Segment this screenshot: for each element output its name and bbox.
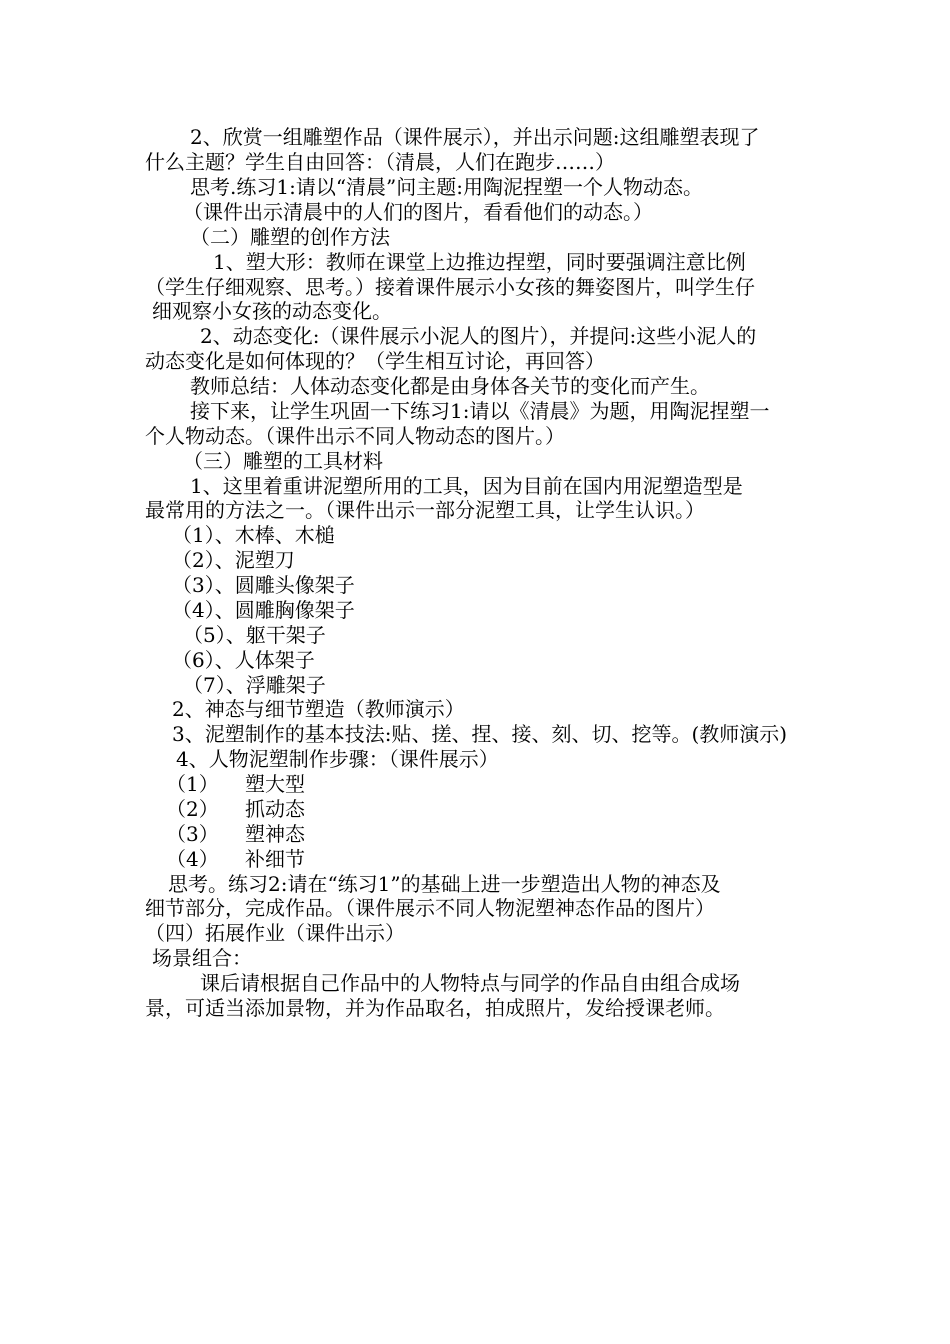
paragraph-line: 最常用的方法之一。（课件出示一部分泥塑工具，让学生认识。）: [145, 498, 705, 522]
paragraph-line: 细观察小女孩的动态变化。: [152, 299, 392, 323]
paragraph-line: 思考。练习2:请在“练习1”的基础上进一步塑造出人物的神态及: [168, 872, 721, 896]
list-item: （1）、木棒、木槌: [172, 523, 335, 547]
paragraph-line: （学生仔细观察、思考。）接着课件展示小女孩的舞姿图片，叫学生仔: [145, 275, 755, 299]
paragraph-line: 3、泥塑制作的基本技法:贴、搓、捏、接、刻、切、挖等。(教师演示): [172, 722, 788, 746]
paragraph-line: 2、欣赏一组雕塑作品（课件展示），并出示问题:这组雕塑表现了: [190, 125, 760, 149]
list-item: （3）、圆雕头像架子: [172, 573, 355, 597]
paragraph-line: 个人物动态。（课件出示不同人物动态的图片。）: [145, 424, 565, 448]
paragraph-line: 1、这里着重讲泥塑所用的工具，因为目前在国内用泥塑造型是: [190, 474, 743, 498]
paragraph-line: 课后请根据自己作品中的人物特点与同学的作品自由组合成场: [200, 971, 740, 995]
section-heading: （四）拓展作业（课件出示）: [145, 921, 405, 945]
step-number: （1）: [166, 772, 219, 796]
paragraph-line: 动态变化是如何体现的？（学生相互讨论，再回答）: [145, 349, 605, 373]
paragraph-line: 细节部分，完成作品。（课件展示不同人物泥塑神态作品的图片）: [145, 896, 715, 920]
section-heading: （二）雕塑的创作方法: [190, 225, 390, 249]
paragraph-line: 教师总结：人体动态变化都是由身体各关节的变化而产生。: [190, 374, 710, 398]
list-item: （7）、浮雕架子: [183, 673, 326, 697]
paragraph-line: 2、动态变化:（课件展示小泥人的图片），并提问:这些小泥人的: [200, 324, 757, 348]
step-label: 塑神态: [245, 822, 305, 846]
paragraph-line: 思考.练习1:请以“清晨”问主题:用陶泥捏塑一个人物动态。: [190, 175, 704, 199]
step-number: （4）: [166, 847, 219, 871]
list-item: （4）、圆雕胸像架子: [172, 598, 355, 622]
paragraph-line: 接下来，让学生巩固一下练习1:请以《清晨》为题，用陶泥捏塑一: [190, 399, 770, 423]
paragraph-line: （课件出示清晨中的人们的图片，看看他们的动态。）: [183, 200, 653, 224]
step-label: 塑大型: [245, 772, 305, 796]
section-heading: （三）雕塑的工具材料: [183, 449, 383, 473]
list-item: （6）、人体架子: [172, 648, 315, 672]
paragraph-line: 什么主题？学生自由回答：（清晨，人们在跑步……）: [145, 150, 615, 174]
paragraph-line: 4、人物泥塑制作步骤：（课件展示）: [176, 747, 499, 771]
step-label: 补细节: [245, 847, 305, 871]
paragraph-line: 景，可适当添加景物，并为作品取名，拍成照片，发给授课老师。: [145, 996, 725, 1020]
paragraph-line: 场景组合：: [152, 946, 252, 970]
list-item: （2）、泥塑刀: [172, 548, 295, 572]
paragraph-line: 2、神态与细节塑造（教师演示）: [172, 697, 465, 721]
step-number: （2）: [166, 797, 219, 821]
paragraph-line: 1、塑大形：教师在课堂上边推边捏塑，同时要强调注意比例: [213, 250, 746, 274]
step-number: （3）: [166, 822, 219, 846]
list-item: （5）、躯干架子: [183, 623, 326, 647]
step-label: 抓动态: [245, 797, 305, 821]
